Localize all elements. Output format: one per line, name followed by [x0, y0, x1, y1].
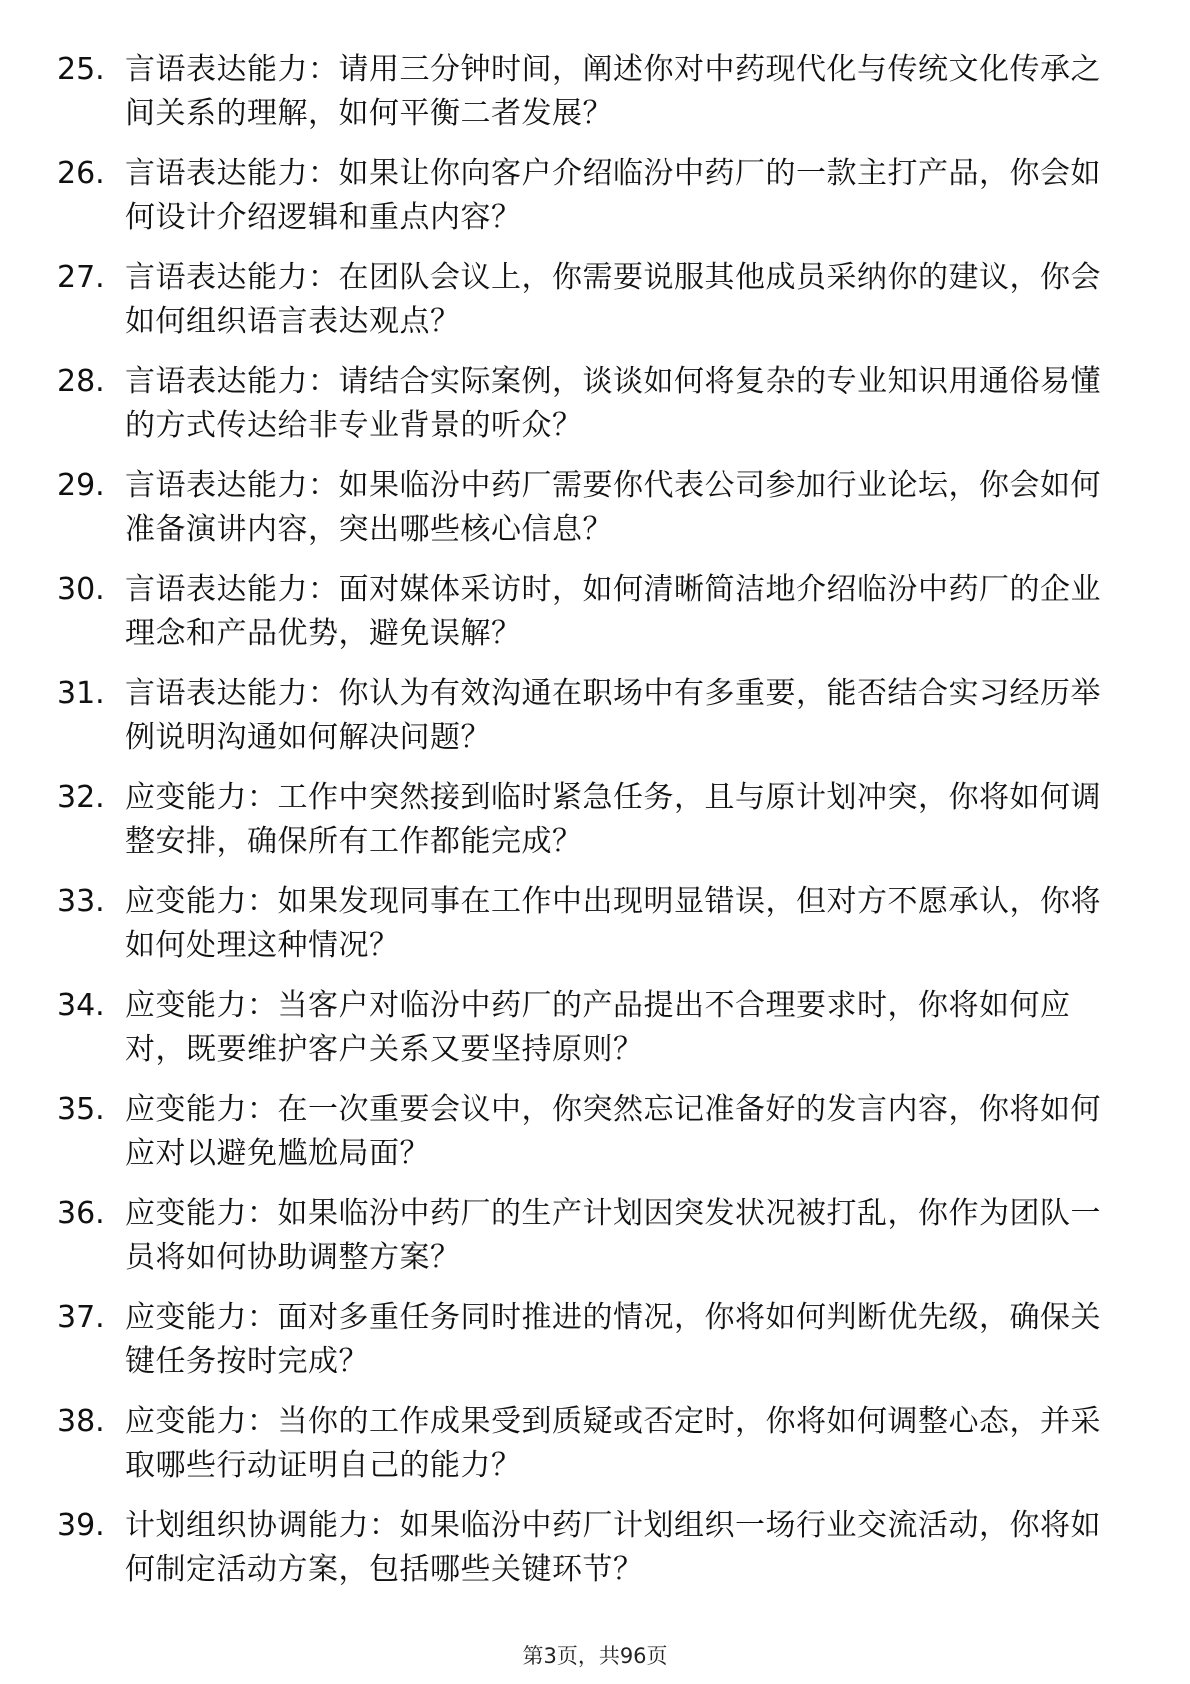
question-item	[57, 256, 1117, 344]
question-item	[57, 152, 1117, 240]
question-text: 计划组织协调能力：如果临汾中药厂计划组织一场行业交流活动，你将如何制定活动方案，包括哪些关键环节？	[125, 1508, 1101, 1587]
question-number: 33.	[57, 884, 105, 919]
question-number: 35.	[57, 1092, 105, 1127]
question-list	[57, 48, 1117, 1608]
question-text: 应变能力：当客户对临汾中药厂的产品提出不合理要求时，你将如何应对，既要维护客户关系又要坚持原则？	[125, 988, 1071, 1067]
question-text: 应变能力：工作中突然接到临时紧急任务，且与原计划冲突，你将如何调整安排，确保所有工作都能完成？	[125, 780, 1101, 859]
question-number: 31.	[57, 676, 105, 711]
question-text: 言语表达能力：面对媒体采访时，如何清晰简洁地介绍临汾中药厂的企业理念和产品优势，避免误解？	[125, 572, 1101, 651]
question-item	[57, 984, 1117, 1072]
question-number: 32.	[57, 780, 105, 815]
question-item	[57, 568, 1117, 656]
question-number: 39.	[57, 1508, 105, 1543]
question-item	[57, 464, 1117, 552]
question-text: 言语表达能力：如果让你向客户介绍临汾中药厂的一款主打产品，你会如何设计介绍逻辑和重点内容？	[125, 156, 1101, 235]
question-text: 言语表达能力：你认为有效沟通在职场中有多重要，能否结合实习经历举例说明沟通如何解决问题？	[125, 676, 1101, 755]
question-item	[57, 1192, 1117, 1280]
question-item	[57, 360, 1117, 448]
question-item	[57, 48, 1117, 136]
question-number: 30.	[57, 572, 105, 607]
question-item	[57, 1504, 1117, 1592]
question-text: 应变能力：面对多重任务同时推进的情况，你将如何判断优先级，确保关键任务按时完成？	[125, 1300, 1101, 1379]
question-number: 38.	[57, 1404, 105, 1439]
question-number: 36.	[57, 1196, 105, 1231]
question-item	[57, 1088, 1117, 1176]
question-text: 应变能力：当你的工作成果受到质疑或否定时，你将如何调整心态，并采取哪些行动证明自己的能力？	[125, 1404, 1101, 1483]
question-number: 25.	[57, 52, 105, 87]
question-item	[57, 1296, 1117, 1384]
question-text: 应变能力：在一次重要会议中，你突然忘记准备好的发言内容，你将如何应对以避免尴尬局面？	[125, 1092, 1101, 1171]
question-text: 应变能力：如果发现同事在工作中出现明显错误，但对方不愿承认，你将如何处理这种情况？	[125, 884, 1101, 963]
question-text: 言语表达能力：请结合实际案例，谈谈如何将复杂的专业知识用通俗易懂的方式传达给非专业背景的听众？	[125, 364, 1101, 443]
page-number-footer: 第3页，共96页	[522, 1644, 668, 1668]
question-number: 37.	[57, 1300, 105, 1335]
question-text: 言语表达能力：在团队会议上，你需要说服其他成员采纳你的建议，你会如何组织语言表达观点？	[125, 260, 1101, 339]
question-number: 27.	[57, 260, 105, 295]
question-number: 28.	[57, 364, 105, 399]
question-item	[57, 880, 1117, 968]
question-number: 29.	[57, 468, 105, 503]
question-number: 34.	[57, 988, 105, 1023]
question-item	[57, 776, 1117, 864]
question-text: 言语表达能力：如果临汾中药厂需要你代表公司参加行业论坛，你会如何准备演讲内容，突出哪些核心信息？	[125, 468, 1101, 547]
question-text: 言语表达能力：请用三分钟时间，阐述你对中药现代化与传统文化传承之间关系的理解，如何平衡二者发展？	[125, 52, 1101, 131]
question-item	[57, 672, 1117, 760]
question-item	[57, 1400, 1117, 1488]
question-number: 26.	[57, 156, 105, 191]
question-text: 应变能力：如果临汾中药厂的生产计划因突发状况被打乱，你作为团队一员将如何协助调整方案？	[125, 1196, 1101, 1275]
